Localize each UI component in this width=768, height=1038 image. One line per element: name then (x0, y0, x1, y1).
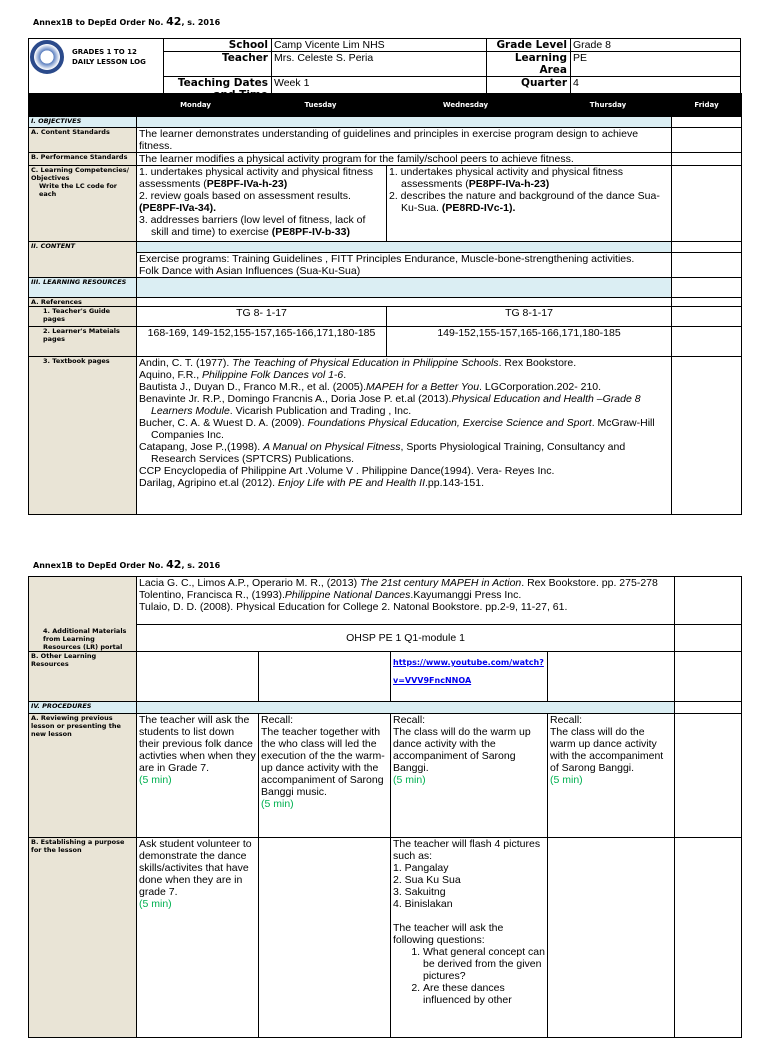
content-label: II. CONTENT (29, 242, 137, 278)
content-value: Exercise programs: Training Guidelines , FITT Principles Endurance, Muscle-bone-strengthening activities. Folk Dance with Asian Influences (Sua-Ku-Sua) (137, 253, 672, 278)
lesson-table-page1 (28, 93, 742, 515)
grade-value: Grade 8 (571, 39, 741, 52)
school-value: Camp Vicente Lim NHS (272, 39, 487, 52)
learning-resources-label: III. LEARNING RESOURCES (29, 278, 137, 298)
dates-label: Teaching Dates (164, 77, 272, 102)
textbook-label: 3. Textbook pages (29, 357, 137, 515)
purpose-wednesday: The teacher will flash 4 pictures such as: 1. Pangalay 2. Sua Ku Sua 3. Sakuitng 4. Binislakan The teacher will ask the following questions: 1. What general concept can be derived from the given pictures? 2. Are these dances influenced by other (391, 838, 548, 1038)
purpose-monday: Ask student volunteer to demonstrate the dance skills/activites that have done when they are in grade 7. (5 min) (137, 838, 259, 1038)
references-continued: Lacia G. C., Limos A.P., Operario M. R., (2013) The 21st century MAPEH in Action. Rex Bookstore. pp. 275-278 Tolentino, Francisca R., (1993).Philippine National Dances.Kayumanggi Press Inc. Tulaio, D. D. (2008). Physical Education for College 2. Natonal Bookstore. pp.2-9, 11-27, 61. (137, 577, 675, 625)
youtube-link[interactable]: https://www.youtube.com/watch?v=VVV9FncNNOA (393, 658, 544, 685)
day-thursday: Thursday (545, 94, 672, 117)
area-label: Learning Area (487, 52, 571, 77)
quarter-value: 4 (571, 77, 741, 102)
lm-mon-tue: 168-169, 149-152,155-157,165-166,171,180-185 (137, 327, 387, 357)
lm-wed-thu: 149-152,155-157,165-166,171,180-185 (387, 327, 672, 357)
day-friday: Friday (672, 94, 742, 117)
content-standards-label: A. Content Standards (29, 128, 137, 153)
additional-materials-value: OHSP PE 1 Q1-module 1 (137, 625, 675, 652)
performance-standards-value: The learner modifies a physical activity program for the family/school peers to achieve fitness. (137, 153, 672, 166)
review-thursday: Recall: The class will do the warm up dance activity with the accompaniment of Sarong Banggi. (5 min) (548, 714, 675, 838)
review-monday: The teacher will ask the students to list down their previous folk dance activties when when they are in Grade 7. (5 min) (137, 714, 259, 838)
content-standards-value: The learner demonstrates understanding of guidelines and principles in exercise program design to achieve fitness. (137, 128, 672, 153)
review-tuesday: Recall: The teacher together with the who class will led the execution of the the warm-up dance activity with the accompaniment of Sarong Banggi music. (5 min) (259, 714, 391, 838)
other-resources-label: B. Other Learning Resources (29, 652, 137, 702)
annex-heading: Annex1B to DepEd Order No. 42, s. 2016 (33, 15, 221, 28)
quarter-label: Quarter (487, 77, 571, 102)
lesson-table-page2 (28, 576, 742, 1038)
day-monday: Monday (137, 94, 255, 117)
review-wednesday: Recall: The class will do the warm up dance activity with the accompaniment of Sarong Banggi. (5 min) (391, 714, 548, 838)
area-value: PE (571, 52, 741, 77)
competencies-mon-tue: 1. undertakes physical activity and physical fitness assessments (PE8PF-IVa-h-23) 2. review goals based on assessment results. (PE8PF-IVa-34). 3. addresses barriers (low level of fitness, lack of skill and time) to exercise (PE8PF-IV-b-33) (137, 166, 387, 242)
lm-label: 2. Learner's Mateials pages (29, 327, 137, 357)
procedures-label: IV. PROCEDURES (29, 702, 137, 714)
days-header-row (29, 94, 742, 117)
tg-wed-thu: TG 8-1-17 (387, 307, 672, 327)
competencies-label: C. Learning Competencies/ Objectives Write the LC code for each (29, 166, 137, 242)
school-label: School (164, 39, 272, 52)
performance-standards-label: B. Performance Standards (29, 153, 137, 166)
tg-mon-tue: TG 8- 1-17 (137, 307, 387, 327)
grade-label: Grade Level (487, 39, 571, 52)
day-wednesday: Wednesday (387, 94, 545, 117)
teacher-label: Teacher (164, 52, 272, 77)
day-tuesday: Tuesday (255, 94, 387, 117)
annex-heading-2: Annex1B to DepEd Order No. 42, s. 2016 (33, 558, 221, 571)
purpose-label: B. Establishing a purpose for the lesson (29, 838, 137, 1038)
form-title-line1: GRADES 1 TO 12 (72, 48, 137, 56)
reviewing-label: A. Reviewing previous lesson or presenting the new lesson (29, 714, 137, 838)
textbook-references: Andin, C. T. (1977). The Teaching of Physical Education in Philippine Schools. Rex Bookstore. Aquino, F.R., Philippine Folk Dances vol 1-6. Bautista J., Duyan D., Franco M.R., et al. (2005).MAPEH for a Better You. LGCorporation.202- 210. Benavinte Jr. R.P., Domingo Francnis A., Doria Jose P. et.al (2013).Physical Education and Health –Grade 8 Learners Module. Vicarish Publication and Trading , Inc. Bucher, C. A. & Wuest D. A. (2009). Foundations Physical Education, Exercise Science and Sport. McGraw-Hill Companies Inc. Catapang, Jose P.,(1998). A Manual on Physical Fitness, Sports Physiological Training, Consultancy and Research Services (SPTCRS) Publications. CCP Encyclopedia of Philippine Art .Volume V . Philippine Dance(1994). Vera- Reyes Inc. Darilag, Agripino et.al (2012). Enjoy Life with PE and Health II.pp.143-151. (137, 357, 672, 515)
form-title-line2: DAILY LESSON LOG (72, 58, 146, 66)
objectives-label: I. OBJECTIVES (29, 117, 137, 128)
tg-label: 1. Teacher's Guide pages (29, 307, 137, 327)
competencies-wed-thu: 1. undertakes physical activity and physical fitness assessments (PE8PF-IVa-h-23) 2. describes the nature and background of the dance Sua-Ku-Sua. (PE8RD-IVc-1). (387, 166, 672, 242)
deped-seal-icon (30, 40, 64, 74)
dates-value: Week 1 (272, 77, 487, 102)
other-resources-wed (391, 652, 548, 702)
additional-materials-label: 4. Additional Materials from Learning Resources (LR) portal (29, 577, 137, 652)
references-label: A. References (29, 298, 137, 307)
teacher-value: Mrs. Celeste S. Peria (272, 52, 487, 77)
